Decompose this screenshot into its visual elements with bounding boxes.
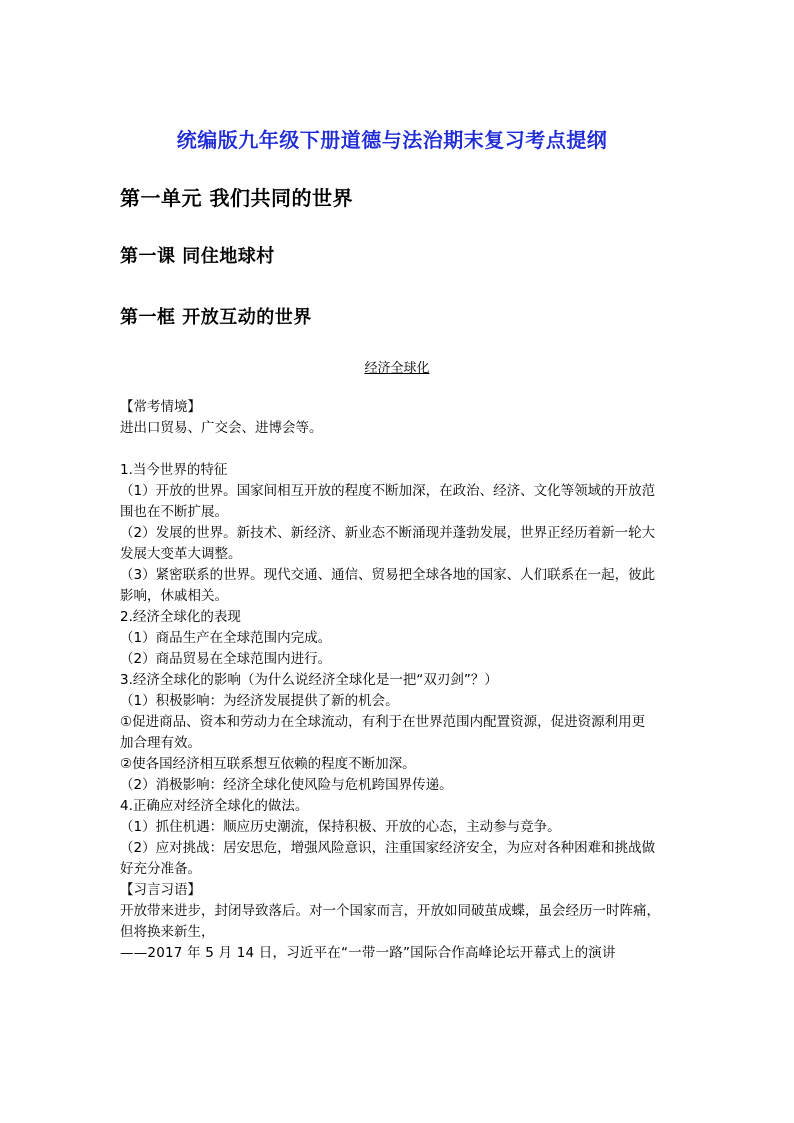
- body-line: （2）商品贸易在全球范围内进行。: [120, 651, 332, 667]
- body-line: 3.经济全球化的影响（为什么说经济全球化是一把“双刃剑”？）: [120, 672, 498, 688]
- body-line: 影响，休戚相关。: [120, 588, 228, 604]
- body-line: 【常考情境】: [120, 399, 201, 415]
- unit-heading: 第一单元 我们共同的世界: [120, 186, 353, 210]
- body-line: 2.经济全球化的表现: [120, 609, 241, 625]
- body-line: （2）消极影响：经济全球化使风险与危机跨国界传递。: [120, 777, 453, 793]
- body-line: 【习言习语】: [120, 882, 201, 898]
- blank-line: [120, 439, 690, 460]
- document-title: 统编版九年级下册道德与法治期末复习考点提纲: [176, 128, 608, 152]
- body-line: 1.当今世界的特征: [120, 462, 228, 478]
- body-line: 好充分准备。: [120, 861, 201, 877]
- frame-heading: 第一框 开放互动的世界: [120, 307, 312, 328]
- quote-source-line: ——2017 年 5 月 14 日，习近平在“一带一路”国际合作高峰论坛开幕式上的演讲: [120, 945, 616, 961]
- body-line: 发展大变革大调整。: [120, 546, 242, 562]
- document-body: [120, 397, 690, 964]
- body-line: （3）紧密联系的世界。现代交通、通信、贸易把全球各地的国家、人们联系在一起，彼此: [120, 567, 656, 583]
- lesson-heading: 第一课 同住地球村: [120, 246, 275, 267]
- body-line: （1）积极影响：为经济发展提供了新的机会。: [120, 693, 399, 709]
- body-line: （2）发展的世界。新技术、新经济、新业态不断涌现并蓬勃发展，世界正经历着新一轮大: [120, 525, 656, 541]
- body-line: 加合理有效。: [120, 735, 201, 751]
- body-line: ①促进商品、资本和劳动力在全球流动，有利于在世界范围内配置资源，促进资源利用更: [120, 714, 646, 730]
- body-line: 开放带来进步，封闭导致落后。对一个国家而言，开放如同破茧成蝶，虽会经历一时阵痛，: [120, 903, 660, 919]
- body-line: ②使各国经济相互联系想互依赖的程度不断加深。: [120, 756, 416, 772]
- body-line: （1）开放的世界。国家间相互开放的程度不断加深，在政治、经济、文化等领域的开放范: [120, 483, 656, 499]
- body-line: （1）抓住机遇：顺应历史潮流，保持积极、开放的心态，主动参与竞争。: [120, 819, 561, 835]
- section-title: 经济全球化: [364, 361, 430, 376]
- body-line: 进出口贸易、广交会、进博会等。: [120, 420, 323, 436]
- body-line: 但将换来新生，: [120, 924, 215, 940]
- body-line: （1）商品生产在全球范围内完成。: [120, 630, 332, 646]
- body-line: （2）应对挑战：居安思危，增强风险意识，注重国家经济安全，为应对各种困难和挑战做: [120, 840, 656, 856]
- body-line: 4.正确应对经济全球化的做法。: [120, 798, 309, 814]
- body-line: 围也在不断扩展。: [120, 504, 228, 520]
